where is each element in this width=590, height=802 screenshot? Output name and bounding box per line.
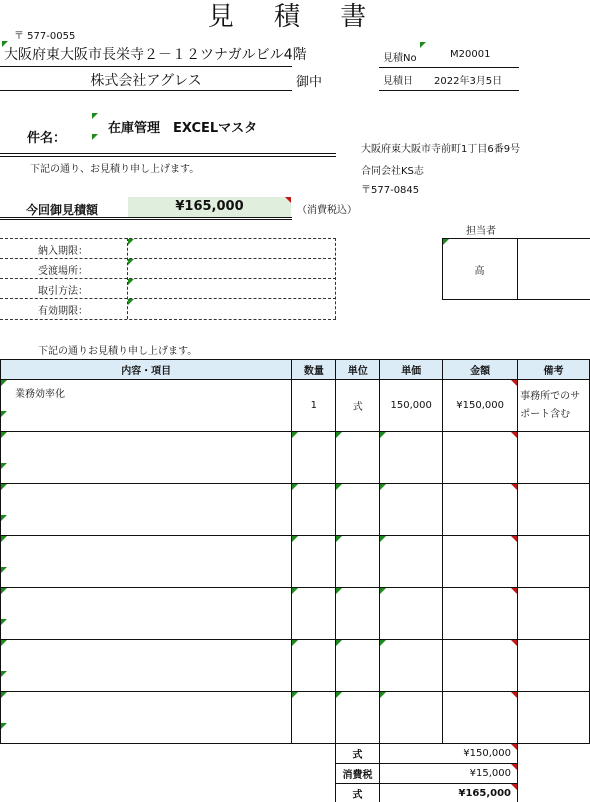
amount-cell[interactable]: [443, 380, 518, 432]
item-text: 業務効率化: [15, 389, 65, 400]
price-cell[interactable]: [380, 432, 443, 484]
unit-cell[interactable]: [336, 484, 380, 536]
table-row: [1, 380, 590, 432]
subtotal-value: [380, 744, 518, 764]
intro-text-2: 下記の通りお見積り申し上げます。: [38, 346, 198, 357]
term-label: 有効期限：: [38, 306, 88, 317]
divider: [517, 238, 518, 300]
client-postal: 〒 577-0055: [14, 31, 76, 42]
price-cell[interactable]: [380, 588, 443, 640]
table-header-row: [1, 360, 590, 380]
price-cell[interactable]: [380, 484, 443, 536]
tax-text: ¥15,000: [469, 768, 511, 779]
note-cell[interactable]: [518, 432, 590, 484]
cell-marker: [128, 279, 134, 285]
amount-cell[interactable]: [443, 692, 518, 744]
note-cell[interactable]: [518, 640, 590, 692]
note-text: 事務所でのサポート含む: [520, 390, 581, 420]
person-label: 担当者: [466, 226, 496, 237]
note-cell[interactable]: [518, 484, 590, 536]
divider: [0, 319, 336, 320]
amount-cell[interactable]: [443, 588, 518, 640]
subject-label: 件名：: [27, 131, 67, 146]
qty-cell[interactable]: [292, 692, 336, 744]
qty-cell[interactable]: [292, 536, 336, 588]
unit-cell[interactable]: [336, 432, 380, 484]
item-cell[interactable]: [1, 640, 292, 692]
item-cell[interactable]: [1, 380, 292, 432]
tax-label: 消費税: [336, 764, 380, 784]
col-header-qty: 数量: [292, 360, 336, 380]
item-cell[interactable]: [1, 588, 292, 640]
note-cell[interactable]: [518, 588, 590, 640]
table-row: [1, 536, 590, 588]
unit-cell[interactable]: [336, 588, 380, 640]
amount-text: ¥150,000: [456, 400, 504, 411]
term-label: 受渡場所：: [38, 266, 88, 277]
divider: [335, 238, 336, 319]
quote-no[interactable]: M20001: [450, 49, 491, 60]
divider: [379, 67, 519, 68]
tax-value: [380, 764, 518, 784]
subtotal-label: 式: [336, 744, 380, 764]
cell-marker: [92, 134, 98, 140]
note-cell[interactable]: [518, 692, 590, 744]
divider: [0, 217, 292, 218]
cell-marker: [2, 41, 8, 47]
divider: [0, 66, 292, 67]
cell-marker: [443, 239, 449, 245]
issuer-address: 大阪府東大阪市寺前町1丁目6番9号: [361, 144, 521, 155]
amount-cell[interactable]: [443, 536, 518, 588]
items-table: [0, 359, 590, 744]
price-cell[interactable]: 150,000: [380, 380, 443, 432]
cell-marker: [285, 197, 291, 203]
qty-cell[interactable]: [292, 588, 336, 640]
divider: [0, 258, 336, 259]
col-header-note: 備考: [518, 360, 590, 380]
quote-no-label: 見積No: [383, 53, 417, 64]
amount-cell[interactable]: [443, 432, 518, 484]
divider: [379, 90, 519, 91]
client-name[interactable]: 株式会社アグレス: [90, 73, 202, 89]
table-row: [1, 692, 590, 744]
divider: [0, 219, 292, 220]
price-cell[interactable]: [380, 640, 443, 692]
grand-total-text: ¥165,000: [458, 788, 511, 799]
term-label: 納入期限：: [38, 246, 88, 257]
subtotal-row: [336, 744, 518, 764]
grand-total-value: [380, 784, 518, 802]
unit-cell[interactable]: 式: [336, 380, 380, 432]
amount-cell[interactable]: [443, 640, 518, 692]
unit-cell[interactable]: [336, 640, 380, 692]
table-row: [1, 432, 590, 484]
table-row: [1, 484, 590, 536]
table-row: [1, 640, 590, 692]
totals-table: [335, 743, 518, 802]
price-cell[interactable]: [380, 692, 443, 744]
unit-cell[interactable]: [336, 692, 380, 744]
qty-cell[interactable]: [292, 640, 336, 692]
unit-cell[interactable]: [336, 536, 380, 588]
issuer-postal: 〒577-0845: [361, 185, 420, 196]
subtotal-text: ¥150,000: [463, 748, 511, 759]
col-header-unit: 単位: [336, 360, 380, 380]
col-header-amount: 金額: [443, 360, 518, 380]
divider: [0, 156, 336, 157]
cell-marker: [92, 113, 98, 119]
quote-date-label: 見積日: [383, 76, 413, 87]
price-cell[interactable]: [380, 536, 443, 588]
cell-marker: [420, 42, 426, 48]
item-cell[interactable]: [1, 432, 292, 484]
divider: [0, 153, 336, 154]
total-label: 今回御見積額: [26, 203, 99, 217]
grand-total-row: [336, 784, 518, 802]
subject[interactable]: 在庫管理 EXCELマスタ: [108, 121, 258, 136]
divider: [0, 238, 336, 239]
table-row: [1, 588, 590, 640]
issuer-company: 合同会社KS志: [361, 166, 424, 177]
qty-cell[interactable]: [292, 484, 336, 536]
document-title: 見 積 書: [207, 2, 383, 32]
note-cell[interactable]: [518, 536, 590, 588]
col-header-price: 単価: [380, 360, 443, 380]
amount-cell[interactable]: [443, 484, 518, 536]
intro-text: 下記の通り、お見積り申し上げます。: [30, 164, 200, 175]
total-amount[interactable]: ¥165,000: [128, 197, 291, 217]
person-name[interactable]: 高: [474, 266, 485, 277]
divider: [0, 278, 336, 279]
item-cell[interactable]: [1, 536, 292, 588]
term-label: 取引方法：: [38, 286, 88, 297]
divider: [0, 90, 292, 91]
col-header-item: 内容・項目: [1, 360, 292, 380]
cell-marker: [128, 239, 134, 245]
tax-note: （消費税込）: [297, 205, 357, 216]
item-cell[interactable]: [1, 484, 292, 536]
divider: [0, 298, 336, 299]
client-address[interactable]: 大阪府東大阪市長栄寺２－１２ツナガルビル4階: [4, 47, 307, 63]
qty-cell[interactable]: 1: [292, 380, 336, 432]
cell-marker: [128, 259, 134, 265]
honorific: 御中: [296, 75, 323, 90]
qty-cell[interactable]: [292, 432, 336, 484]
grand-total-label: 式: [336, 784, 380, 802]
cell-marker: [128, 299, 134, 305]
note-cell[interactable]: [518, 380, 590, 432]
item-cell[interactable]: [1, 692, 292, 744]
tax-row: [336, 764, 518, 784]
quote-date[interactable]: 2022年3月5日: [434, 76, 503, 87]
